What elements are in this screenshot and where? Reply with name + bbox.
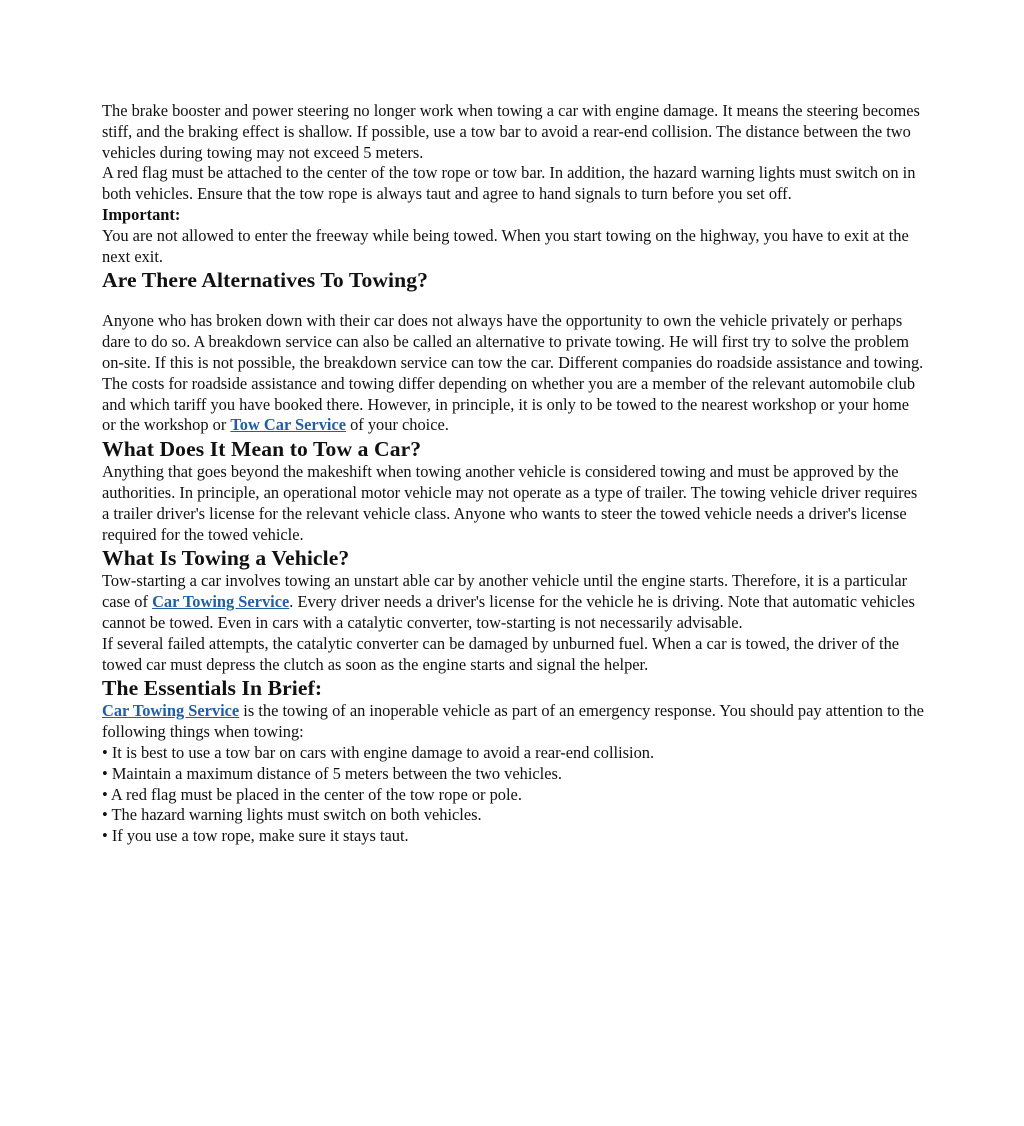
bullet-item: • Maintain a maximum distance of 5 meters between the two vehicles. [102,763,562,783]
alternatives-text: Anyone who has broken down with their car does not always have the opportunity to own the vehicle privately or perhaps dare to do so. A breakdown service can also be called an alternative to private towing. He will first try to solve the problem on-site. If this is not possible, the breakdown service can tow the car. Different companies do roadside assistance and towing. The costs for roadside assistance and towing differ depending on whether you are a member of the relevant automobile club and which tariff you have booked there. However, in principle, it is only to be towed to the nearest workshop or your home or the workshop or [102,311,924,435]
towing-vehicle-paragraph [102,571,926,633]
tow-car-service-link[interactable]: Tow Car Service [230,415,347,435]
tow-meaning-paragraph: Anything that goes beyond the makeshift when towing another vehicle is considered towing and must be approved by the authorities. In principle, an operational motor vehicle may not operate as a type of trailer. The towing vehicle driver requires a trailer driver's license for the relevant vehicle class. Anyone who wants to steer the towed vehicle needs a driver's license required for the towed vehicle. [102,462,918,544]
tow-meaning-heading: What Does It Mean to Tow a Car? [102,437,422,462]
towing-vehicle-text-end: . Every driver needs a driver's license for the vehicle he is driving. Note that automatic vehicles cannot be towed. Even in cars with a catalytic converter, tow-starting is not necessarily advisable. [102,592,915,632]
intro-paragraph: The brake booster and power steering no longer work when towing a car with engine damage. It means the steering becomes stiff, and the braking effect is shallow. If possible, use a tow bar to avoid a rear-end collision. The distance between the two vehicles during towing may not exceed 5 meters. [102,101,920,162]
essentials-paragraph [102,701,926,743]
alternatives-text-end: of your choice. [346,415,449,435]
important-label: Important: [102,204,181,224]
bullet-item: • The hazard warning lights must switch on both vehicles. [102,805,482,825]
towing-vehicle-heading: What Is Towing a Vehicle? [102,546,350,571]
bullet-item: • A red flag must be placed in the center of the tow rope or pole. [102,784,522,804]
red-flag-paragraph: A red flag must be attached to the center of the tow rope or tow bar. In addition, the hazard warning lights must switch on in both vehicles. Ensure that the tow rope is always taut and agree to hand signals to turn before you set off. [102,163,916,204]
bullet-item: • It is best to use a tow bar on cars with engine damage to avoid a rear-end collision. [102,742,655,762]
alternatives-heading: Are There Alternatives To Towing? [102,268,429,293]
car-towing-service-link-essentials[interactable]: Car Towing Service [102,701,240,721]
bullet-item: • If you use a tow rope, make sure it stays taut. [102,826,409,846]
essentials-text: is the towing of an inoperable vehicle as part of an emergency response. You should pay attention to the following things when towing: [102,701,924,742]
document-page [102,101,926,847]
catalytic-converter-paragraph: If several failed attempts, the catalytic converter can be damaged by unburned fuel. When a car is towed, the driver of the towed car must depress the clutch as soon as the engine starts and signal the helper. [102,633,900,674]
essentials-heading: The Essentials In Brief: [102,676,323,701]
car-towing-service-link[interactable]: Car Towing Service [152,592,290,612]
freeway-paragraph: You are not allowed to enter the freeway while being towed. When you start towing on the highway, you have to exit at the next exit. [102,225,909,266]
towing-vehicle-text: Tow-starting a car involves towing an unstart able car by another vehicle until the engine starts. Therefore, it is a particular case of [102,571,908,612]
alternatives-paragraph [102,311,926,436]
